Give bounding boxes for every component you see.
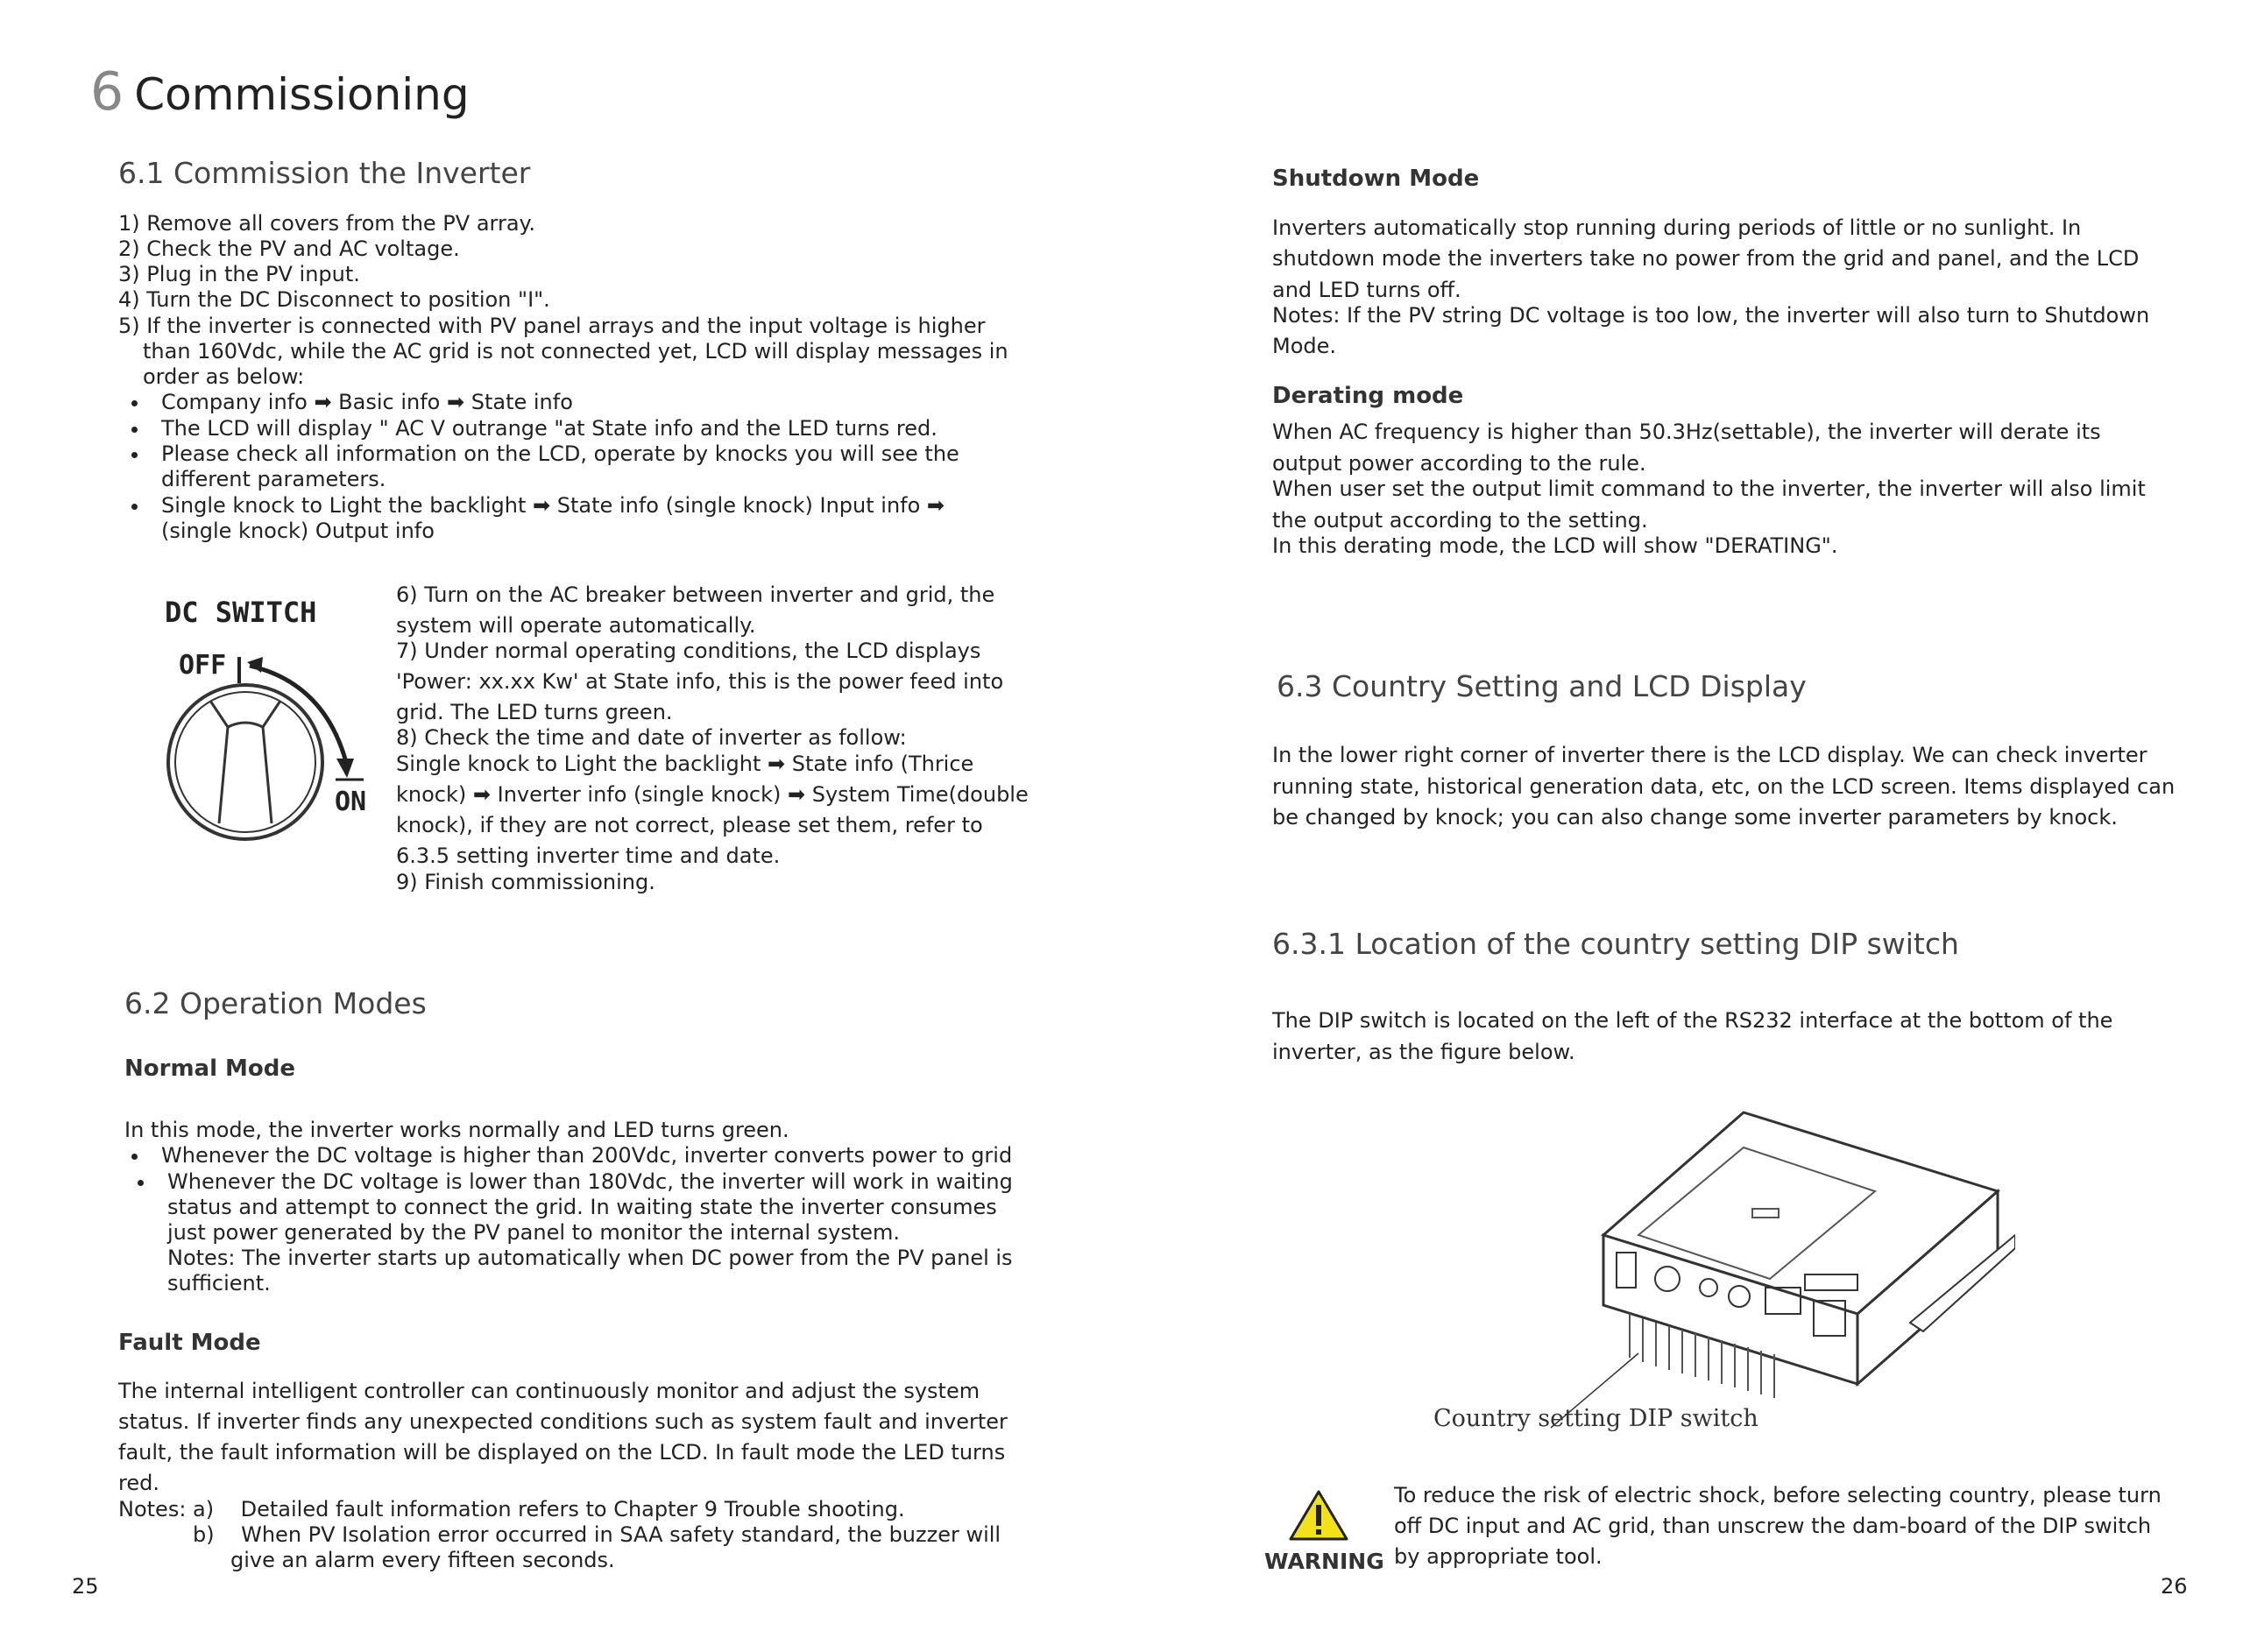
derating-line-4: the output according to the setting.: [1272, 508, 1648, 533]
s61-step-5-cont2: order as below:: [143, 364, 305, 389]
shutdown-line-3: and LED turns off.: [1272, 278, 1461, 302]
chapter-title: [90, 61, 470, 123]
normal-mode-bullet-2-cont2: just power generated by the PV panel to monitor the internal system.: [167, 1220, 901, 1245]
s61-step-7: 7) Under normal operating conditions, the LCD displays: [396, 639, 981, 663]
warning-line-1: To reduce the risk of electric shock, before selecting country, please turn: [1394, 1483, 2162, 1507]
section-6-3-title: 6.3 Country Setting and LCD Display: [1277, 669, 1807, 703]
fault-mode-note-b-cont: give an alarm every fifteen seconds.: [230, 1548, 615, 1572]
warning-label: WARNING: [1264, 1549, 1384, 1574]
s61-step-8: 8) Check the time and date of inverter as follow:: [396, 725, 907, 750]
normal-mode-bullet-2-cont1: status and attempt to connect the grid. In waiting state the inverter consumes: [167, 1195, 997, 1219]
dc-switch-figure: [149, 587, 394, 850]
s63-line-2: running state, historical generation data, etc, on the LCD screen. Items displayed can: [1272, 774, 2176, 799]
warning-line-2: off DC input and AC grid, than unscrew the dam-board of the DIP switch: [1394, 1514, 2152, 1538]
shutdown-mode-title: Shutdown Mode: [1272, 166, 1480, 192]
fault-mode-line-4: red.: [118, 1471, 159, 1495]
s61-step-1: 1) Remove all covers from the PV array.: [118, 211, 535, 236]
s63-line-1: In the lower right corner of inverter there is the LCD display. We can check inverter: [1272, 743, 2147, 767]
fault-mode-title: Fault Mode: [118, 1330, 261, 1356]
s631-line-2: inverter, as the figure below.: [1272, 1040, 1575, 1064]
inverter-drawing: [1419, 1104, 2015, 1437]
section-6-1-title: 6.1 Commission the Inverter: [118, 156, 531, 190]
chapter-name: Commissioning: [134, 69, 470, 120]
page-number-right: 26: [2161, 1574, 2188, 1599]
normal-mode-bullet-2: Whenever the DC voltage is lower than 180Vdc, the inverter will work in waiting: [167, 1169, 1013, 1194]
normal-mode-bullet-1: Whenever the DC voltage is higher than 200Vdc, inverter converts power to grid: [161, 1143, 1013, 1168]
dc-switch-on-label: ON: [335, 787, 367, 817]
warning-line-3: by appropriate tool.: [1394, 1544, 1603, 1569]
fault-mode-line-2: status. If inverter finds any unexpected conditions such as system fault and inverter: [118, 1409, 1008, 1434]
derating-line-2: output power according to the rule.: [1272, 451, 1646, 476]
dc-switch-off-label: OFF: [179, 650, 227, 681]
dip-switch-caption: Country setting DIP switch: [1433, 1405, 1758, 1432]
page-number-left: 25: [72, 1574, 99, 1599]
s61-step-7-cont2: grid. The LED turns green.: [396, 700, 673, 724]
dc-switch-title: DC SWITCH: [165, 596, 317, 629]
warning-icon: [1288, 1489, 1349, 1542]
s61-bullet-4-cont: (single knock) Output info: [161, 519, 435, 543]
s61-step-2: 2) Check the PV and AC voltage.: [118, 237, 460, 261]
s61-bullet-1: Company info ➡ Basic info ➡ State info: [161, 390, 573, 414]
fault-mode-line-1: The internal intelligent controller can continuously monitor and adjust the system: [118, 1379, 980, 1403]
shutdown-line-5: Mode.: [1272, 334, 1337, 358]
derating-line-3: When user set the output limit command to the inverter, the inverter will also limit: [1272, 477, 2146, 501]
shutdown-line-4: Notes: If the PV string DC voltage is too low, the inverter will also turn to Shutdown: [1272, 303, 2150, 328]
normal-mode-note-cont: sufficient.: [167, 1271, 271, 1295]
shutdown-line-1: Inverters automatically stop running during periods of little or no sunlight. In: [1272, 215, 2082, 240]
chapter-number: 6: [90, 61, 124, 123]
derating-line-5: In this derating mode, the LCD will show "DERATING".: [1272, 533, 1838, 558]
s61-step-4: 4) Turn the DC Disconnect to position "I".: [118, 287, 550, 312]
s61-step-6: 6) Turn on the AC breaker between inverter and grid, the: [396, 582, 995, 607]
derating-mode-title: Derating mode: [1272, 383, 1464, 409]
s631-line-1: The DIP switch is located on the left of the RS232 interface at the bottom of the: [1272, 1008, 2113, 1033]
section-6-2-title: 6.2 Operation Modes: [124, 986, 427, 1020]
s61-step-8-cont3: knock), if they are not correct, please set them, refer to: [396, 813, 983, 837]
fault-mode-note-a: Notes: a) Detailed fault information refers to Chapter 9 Trouble shooting.: [118, 1497, 905, 1521]
s61-bullet-3: Please check all information on the LCD, operate by knocks you will see the: [161, 441, 959, 466]
fault-mode-line-3: fault, the fault information will be displayed on the LCD. In fault mode the LED turns: [118, 1440, 1006, 1465]
normal-mode-title: Normal Mode: [124, 1055, 296, 1082]
s61-bullet-2: The LCD will display " AC V outrange "at State info and the LED turns red.: [161, 416, 938, 441]
inverter-figure: [1419, 1104, 2015, 1437]
s61-step-8-cont1: Single knock to Light the backlight ➡ State info (Thrice: [396, 752, 974, 776]
s61-bullet-4: Single knock to Light the backlight ➡ State info (single knock) Input info ➡: [161, 493, 945, 518]
normal-mode-note: Notes: The inverter starts up automatically when DC power from the PV panel is: [167, 1246, 1013, 1270]
s61-step-5: 5) If the inverter is connected with PV panel arrays and the input voltage is higher: [118, 314, 986, 338]
s63-line-3: be changed by knock; you can also change some inverter parameters by knock.: [1272, 805, 2118, 830]
fault-mode-note-b: b) When PV Isolation error occurred in SAA safety standard, the buzzer will: [193, 1522, 1001, 1547]
s61-step-7-cont1: 'Power: xx.xx Kw' at State info, this is the power feed into: [396, 669, 1004, 694]
s61-step-3: 3) Plug in the PV input.: [118, 262, 360, 286]
s61-step-5-cont1: than 160Vdc, while the AC grid is not connected yet, LCD will display messages in: [143, 339, 1008, 364]
s61-step-8-cont4: 6.3.5 setting inverter time and date.: [396, 844, 781, 868]
shutdown-line-2: shutdown mode the inverters take no power from the grid and panel, and the LCD: [1272, 246, 2140, 271]
s61-step-9: 9) Finish commissioning.: [396, 870, 655, 894]
normal-mode-intro: In this mode, the inverter works normally and LED turns green.: [124, 1118, 789, 1142]
s61-bullet-3-cont: different parameters.: [161, 467, 386, 491]
s61-step-6-cont: system will operate automatically.: [396, 613, 756, 638]
s61-step-8-cont2: knock) ➡ Inverter info (single knock) ➡ System Time(double: [396, 782, 1029, 807]
section-6-3-1-title: 6.3.1 Location of the country setting DIP switch: [1272, 927, 1959, 961]
derating-line-1: When AC frequency is higher than 50.3Hz(settable), the inverter will derate its: [1272, 420, 2101, 444]
